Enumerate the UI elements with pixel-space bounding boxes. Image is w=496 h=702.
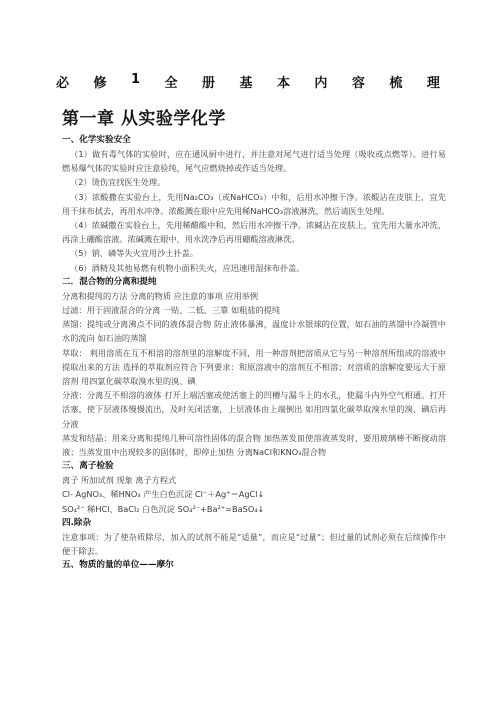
title-char: 修 — [93, 76, 107, 91]
paragraph: 分离和提纯的方法 分离的物质 应注意的事项 应用举例 — [62, 290, 259, 301]
section-heading-mole: 五、物质的量的单位——摩尔 — [62, 560, 174, 571]
paragraph: Cl- AgNO₃、稀HNO₃ 产生白色沉淀 Cl⁻＋Ag⁺＝AgCl↓ — [62, 489, 265, 500]
title-char: 必 — [56, 76, 70, 91]
title-char: 基 — [239, 76, 253, 91]
paragraph: 注意事项：为了使杂质除尽，加入的试剂不能是“适量”，而应是“过量”；但过量的试剂必须在后续操作中便于除去。 — [62, 531, 446, 557]
section-heading-impurity: 四.除杂 — [62, 517, 92, 528]
paragraph: （3）浓酸撒在实验台上，先用Na₂CO₃（或NaHCO₃）中和，后用水冲擦干净。浓酸沾在皮肤上，宜先用干抹布拭去，再用水冲净。浓酸溅在眼中应先用稀NaHCO₃溶液淋洗，然后请医生处理。 — [62, 191, 446, 216]
paragraph: 萃取： 利用溶质在互不相溶的溶剂里的溶解度不同，用一种溶剂把溶质从它与另一种溶剂所组成的溶液中提取出来的方法 选择的萃取剂应符合下列要求：和原溶液中的溶剂互不相溶；对溶质的溶解度要远大于原溶剂 用四氯化碳萃取溴水里的溴、碘 — [62, 347, 446, 387]
paragraph: 蒸发和结晶：用来分离和提纯几种可溶性固体的混合物 加热蒸发皿使溶液蒸发时，要用玻璃棒不断搅动溶液；当蒸发皿中出现较多的固体时，即停止加热 分离NaCl和KNO₃混合物 — [62, 432, 446, 458]
paragraph: 过滤：用于固液混合的分离 一贴、二低、三靠 如粗盐的提纯 — [62, 305, 281, 316]
title-char: 册 — [201, 76, 215, 91]
paragraph: （1）做有毒气体的实验时，应在通风厨中进行，并注意对尾气进行适当处理（吸收或点燃等）。进行易燃易爆气体的实验时应注意验纯，尾气应燃烧掉或作适当处理。 — [62, 149, 446, 174]
chapter-title: 第一章 从实验学化学 — [62, 109, 226, 129]
title-char: 内 — [314, 76, 328, 91]
paragraph: （4）浓碱撒在实验台上，先用稀醋酸中和，然后用水冲擦干净。浓碱沾在皮肤上，宜先用大量水冲洗，再涂上硼酸溶液。浓碱溅在眼中，用水洗净后再用硼酸溶液淋洗。 — [62, 220, 446, 245]
title-char: 1 — [130, 72, 141, 87]
title-char: 本 — [276, 76, 290, 91]
paragraph: 分液：分离互不相溶的液体 打开上端活塞或使活塞上的凹槽与漏斗上的水孔，使漏斗内外空气相通。打开活塞，使下层液体慢慢流出，及时关闭活塞，上层液体由上端倒出 如用四氯化碳萃取溴水里的溴、碘后再分液 — [62, 390, 446, 429]
title-char: 梳 — [389, 76, 403, 91]
paragraph: （5）钠、磷等失火宜用沙土扑盖。 — [70, 248, 199, 259]
section-heading-separation: 二．混合物的分离和提纯 — [62, 276, 157, 287]
paragraph: SO₄²⁻ 稀HCl、BaCl₂ 白色沉淀 SO₄²⁻+Ba²⁺=BaSO₄↓ — [62, 503, 265, 514]
paragraph: 蒸馏：提纯或分离沸点不同的液体混合物 防止液体暴沸，温度计水银球的位置，如石油的蒸馏中冷凝管中水的流向 如石油的蒸馏 — [62, 319, 446, 344]
title-char: 理 — [426, 76, 440, 91]
page-main-title — [56, 72, 440, 91]
title-char: 容 — [351, 76, 365, 91]
paragraph: 离子 所加试剂 现象 离子方程式 — [62, 475, 177, 486]
section-heading-ion-test: 三、离子检验 — [62, 461, 114, 472]
title-char: 全 — [164, 76, 178, 91]
paragraph: （2）烫伤宜找医生处理。 — [70, 177, 166, 188]
document-body — [62, 104, 446, 572]
section-heading-safety: 一、化学实验安全 — [62, 135, 131, 145]
paragraph: （6）酒精及其他易燃有机物小面积失火，应迅速用湿抹布扑盖。 — [70, 262, 305, 273]
